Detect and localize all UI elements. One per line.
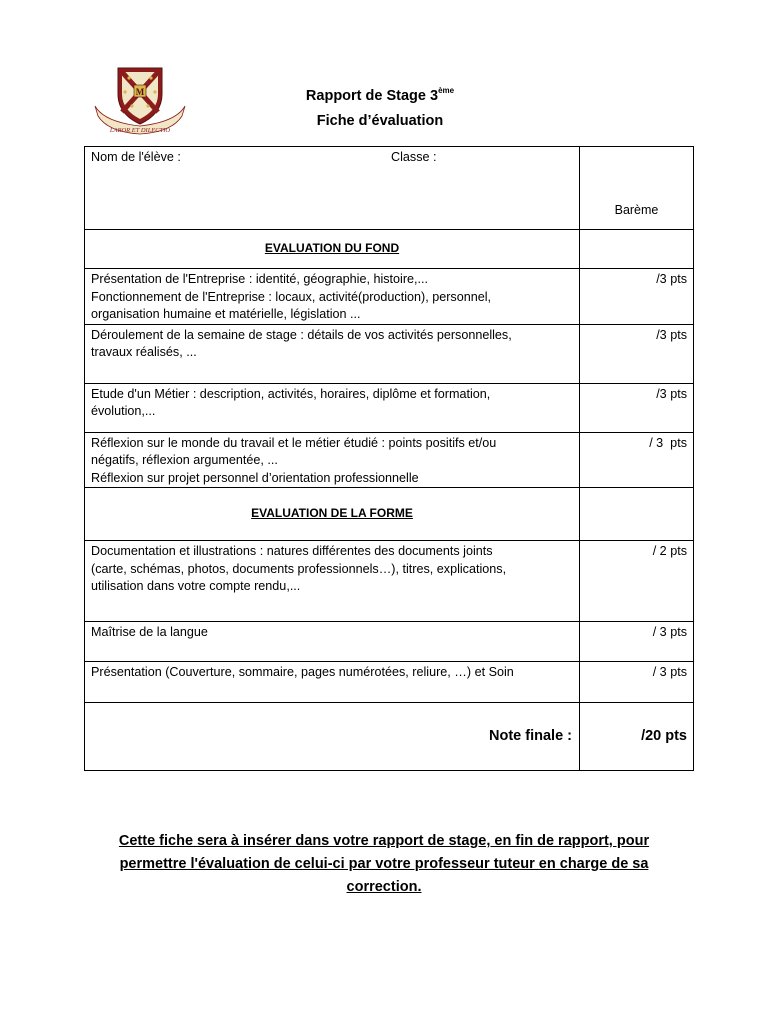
criterion-line: utilisation dans votre compte rendu,...: [91, 579, 301, 593]
points-reflexion: / 3 pts: [580, 432, 694, 488]
criterion-langue: [85, 622, 580, 662]
points-presentation: / 3 pts: [580, 662, 694, 703]
crest-motto: LABOR ET DILECTIO: [109, 127, 171, 134]
student-info-cell: [85, 147, 580, 230]
criterion-presentation: [85, 662, 580, 703]
criterion-line: Présentation de l'Entreprise : identité, géographie, histoire,...: [91, 272, 429, 286]
criterion-line: Maîtrise de la langue: [91, 625, 208, 639]
criterion-line: (carte, schémas, photos, documents professionnels…), titres, explications,: [91, 561, 507, 576]
document-subtitle: Fiche d’évaluation: [316, 113, 444, 129]
student-name-label: Nom de l'élève :: [91, 150, 181, 164]
section-heading-fond: EVALUATION DU FOND: [85, 230, 580, 269]
section-empty-cell: [580, 488, 694, 541]
note-line: permettre l'évaluation de celui-ci par votre professeur tuteur en charge de sa: [119, 856, 649, 872]
criterion-documentation: [85, 541, 580, 622]
criterion-semaine-stage: [85, 324, 580, 383]
title-superscript: ème: [438, 86, 455, 95]
instruction-note: [84, 830, 684, 899]
points-langue: / 3 pts: [580, 622, 694, 662]
criterion-line: Réflexion sur projet personnel d’orientation professionnelle: [91, 470, 419, 485]
class-label: Classe :: [391, 150, 437, 164]
crest-initials: M: [135, 87, 145, 97]
title-text: Rapport de Stage 3: [305, 88, 439, 104]
points-semaine-stage: /3 pts: [580, 324, 694, 383]
criterion-line: Réflexion sur le monde du travail et le métier étudié : points positifs et/ou: [91, 435, 497, 450]
note-line: correction.: [346, 879, 422, 895]
criterion-line: Fonctionnement de l'Entreprise : locaux, activité(production), personnel,: [91, 289, 492, 304]
criterion-metier: [85, 383, 580, 432]
criterion-line: Présentation (Couverture, sommaire, pages numérotées, reliure, …) et Soin: [91, 665, 514, 679]
criterion-line: évolution,...: [91, 404, 156, 418]
criterion-reflexion: [85, 432, 580, 488]
final-grade-label: Note finale :: [85, 703, 580, 771]
evaluation-table: [84, 146, 694, 771]
points-entreprise: /3 pts: [580, 269, 694, 325]
criterion-line: organisation humaine et matérielle, législation ...: [91, 307, 361, 321]
criterion-entreprise: [85, 269, 580, 325]
points-documentation: / 2 pts: [580, 541, 694, 622]
school-crest-logo: [92, 64, 188, 140]
points-metier: /3 pts: [580, 383, 694, 432]
criterion-line: Etude d'un Métier : description, activités, horaires, diplôme et formation,: [91, 386, 491, 401]
criterion-line: travaux réalisés, ...: [91, 345, 197, 359]
final-grade-value: /20 pts: [580, 703, 694, 771]
bareme-header: Barème: [580, 147, 694, 230]
section-empty-cell: [580, 230, 694, 269]
criterion-line: Déroulement de la semaine de stage : détails de vos activités personnelles,: [91, 327, 512, 342]
note-line: Cette fiche sera à insérer dans votre rapport de stage, en fin de rapport, pour: [118, 833, 650, 849]
document-title: [230, 88, 530, 104]
criterion-line: négatifs, réflexion argumentée, ...: [91, 453, 278, 467]
criterion-line: Documentation et illustrations : natures différentes des documents joints: [91, 544, 493, 558]
section-heading-forme: EVALUATION DE LA FORME: [85, 488, 580, 541]
